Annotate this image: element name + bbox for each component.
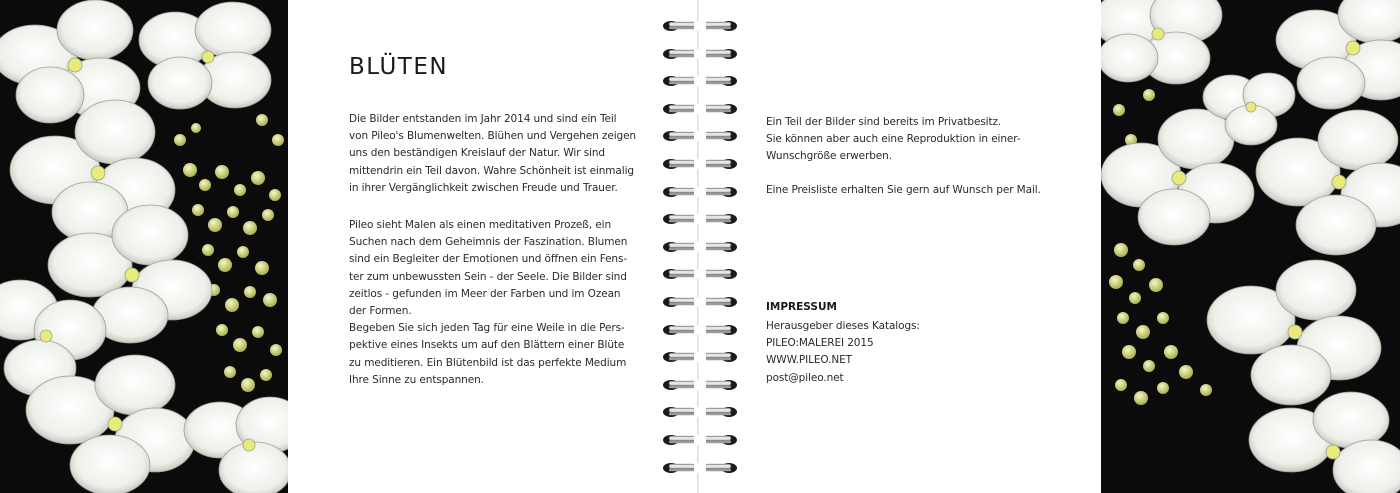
price-list-paragraph: Eine Preisliste erhalten Sie gern auf Wunsch per Mail.: [766, 184, 1041, 196]
binding-ring: [660, 432, 740, 446]
binding-ring: [660, 294, 740, 308]
right-flower-illustration: [1101, 0, 1400, 493]
binding-ring: [660, 322, 740, 336]
binding-ring: [660, 211, 740, 225]
binding-ring: [660, 349, 740, 363]
binding-ring: [660, 266, 740, 280]
right-flower-artwork: [1101, 0, 1400, 493]
binding-ring: [660, 184, 740, 198]
left-flower-illustration: [0, 0, 288, 493]
spiral-binding: [660, 0, 740, 493]
right-page: [694, 0, 1101, 493]
private-ownership-paragraph: Ein Teil der Bilder sind bereits im Privatbesitz. Sie können aber auch eine Reproduktion in einer- Wunschgröße erwerben.: [766, 116, 1021, 163]
philosophy-paragraph: Pileo sieht Malen als einen meditativen Prozeß, ein Suchen nach dem Geheimnis der Faszination. Blumen sind ein Begleiter der Emotionen und öffnen ein Fens- ter zum unbewussten Sein - der Seele. Die Bilder sind zeitlos - gefunden im Meer der Farben und im Ozean der Formen. Begeben Sie sich jeden Tag für eine Weile in die Pers- pektive eines Insekts um auf den Blättern einer Blüte zu meditieren. Ein Blütenbild ist das perfekte Medium Ihre Sinne zu entspannen.: [349, 219, 628, 386]
impressum-details: Herausgeber dieses Katalogs: PILEO:MALEREI 2015 WWW.PILEO.NET post@pileo.net: [766, 320, 920, 384]
binding-ring: [660, 377, 740, 391]
binding-ring: [660, 46, 740, 60]
intro-paragraph: Die Bilder entstanden im Jahr 2014 und sind ein Teil von Pileo's Blumenwelten. Blühen und Vergehen zeigen uns den beständigen Kreislauf der Natur. Wir sind mittendrin ein Teil davon. Wahre Schönheit ist einmalig in ihrer Vergänglichkeit zwischen Freude und Trauer.: [349, 113, 636, 194]
binding-ring: [660, 239, 740, 253]
binding-ring: [660, 460, 740, 474]
binding-ring: [660, 73, 740, 87]
binding-ring: [660, 101, 740, 115]
binding-ring: [660, 128, 740, 142]
page-title: BLÜTEN: [349, 54, 449, 80]
binding-ring: [660, 156, 740, 170]
binding-ring: [660, 18, 740, 32]
left-flower-artwork: [0, 0, 288, 493]
impressum-heading: IMPRESSUM: [766, 301, 837, 313]
binding-ring: [660, 404, 740, 418]
